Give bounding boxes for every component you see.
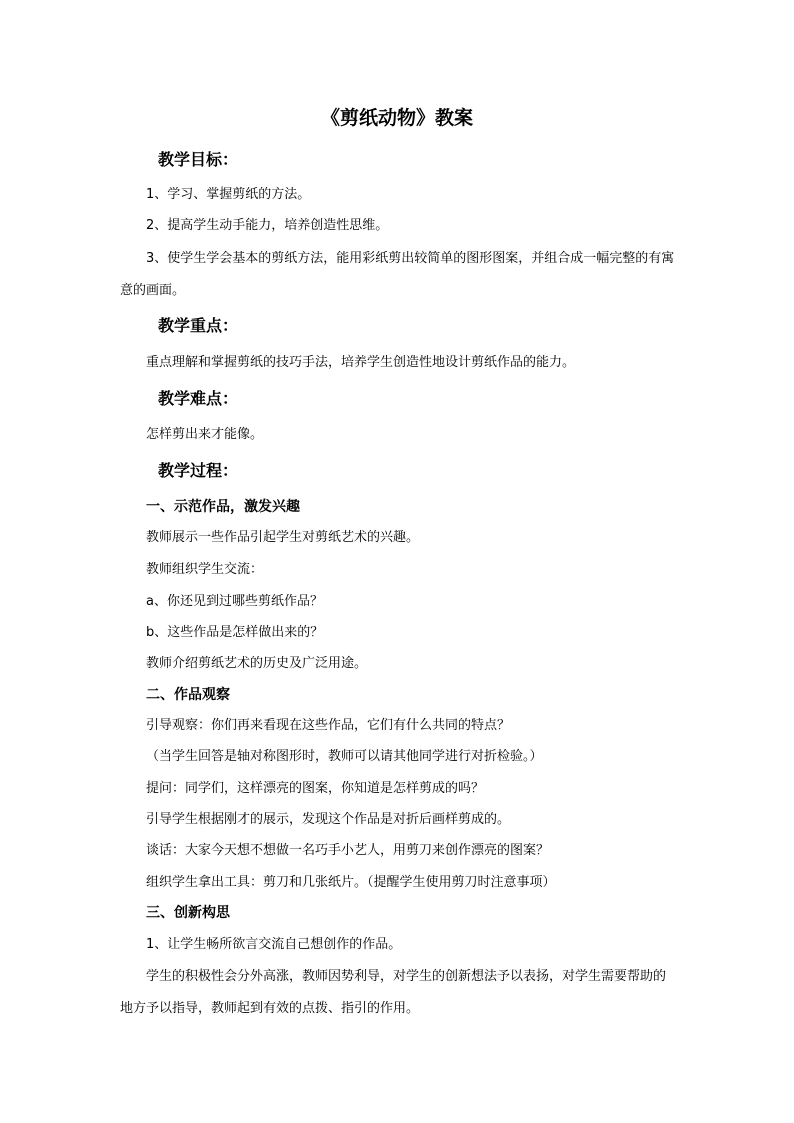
difficulties-heading: 教学难点：: [158, 389, 239, 408]
section2-line: （当学生回答是轴对称图形时，教师可以请其他同学进行对折检验。）: [146, 749, 543, 764]
section3-line: 1、让学生畅所欲言交流自己想创作的作品。: [146, 937, 402, 952]
section3-line: 学生的积极性会分外高涨，教师因势利导，对学生的创新想法予以表扬，对学生需要帮助的地方予以指导，教师起到有效的点拨、指引的作用。: [120, 969, 667, 1016]
section1-heading: 一、示范作品，激发兴趣: [146, 499, 300, 515]
section2-heading: 二、作品观察: [146, 687, 230, 703]
section2-line: 引导观察：你们再来看现在这些作品，它们有什么共同的特点？: [146, 718, 511, 733]
section2-line: 组织学生拿出工具：剪刀和几张纸片。（提醒学生使用剪刀时注意事项）: [146, 875, 556, 890]
section1-line: b、这些作品是怎样做出来的？: [146, 625, 324, 640]
section3-heading: 三、创新构思: [146, 905, 230, 921]
section2-line: 谈话：大家今天想不想做一名巧手小艺人，用剪刀来创作漂亮的图案？: [146, 843, 550, 858]
section1-line: 教师展示一些作品引起学生对剪纸艺术的兴趣。: [146, 530, 420, 545]
key-points-text: 重点理解和掌握剪纸的技巧手法，培养学生创造性地设计剪纸作品的能力。: [146, 355, 576, 370]
objectives-heading: 教学目标：: [158, 150, 239, 169]
difficulties-text: 怎样剪出来才能像。: [146, 427, 264, 442]
section2-line: 提问：同学们，这样漂亮的图案，你知道是怎样剪成的吗？: [146, 781, 485, 796]
section1-line: 教师组织学生交流：: [146, 562, 264, 577]
process-heading: 教学过程：: [158, 461, 239, 480]
key-points-heading: 教学重点：: [158, 316, 239, 335]
section1-line: 教师介绍剪纸艺术的历史及广泛用途。: [146, 656, 368, 671]
objective-item: 3、使学生学会基本的剪纸方法，能用彩纸剪出较简单的图形图案，并组合成一幅完整的有寓意的画面。: [120, 251, 675, 298]
section1-line: a、你还见到过哪些剪纸作品？: [146, 594, 323, 609]
document-title: 《剪纸动物》教案: [320, 107, 473, 129]
objective-item: 1、学习、掌握剪纸的方法。: [146, 187, 311, 202]
section2-line: 引导学生根据刚才的展示，发现这个作品是对折后画样剪成的。: [146, 812, 511, 827]
objective-item: 2、提高学生动手能力，培养创造性思维。: [146, 218, 389, 233]
